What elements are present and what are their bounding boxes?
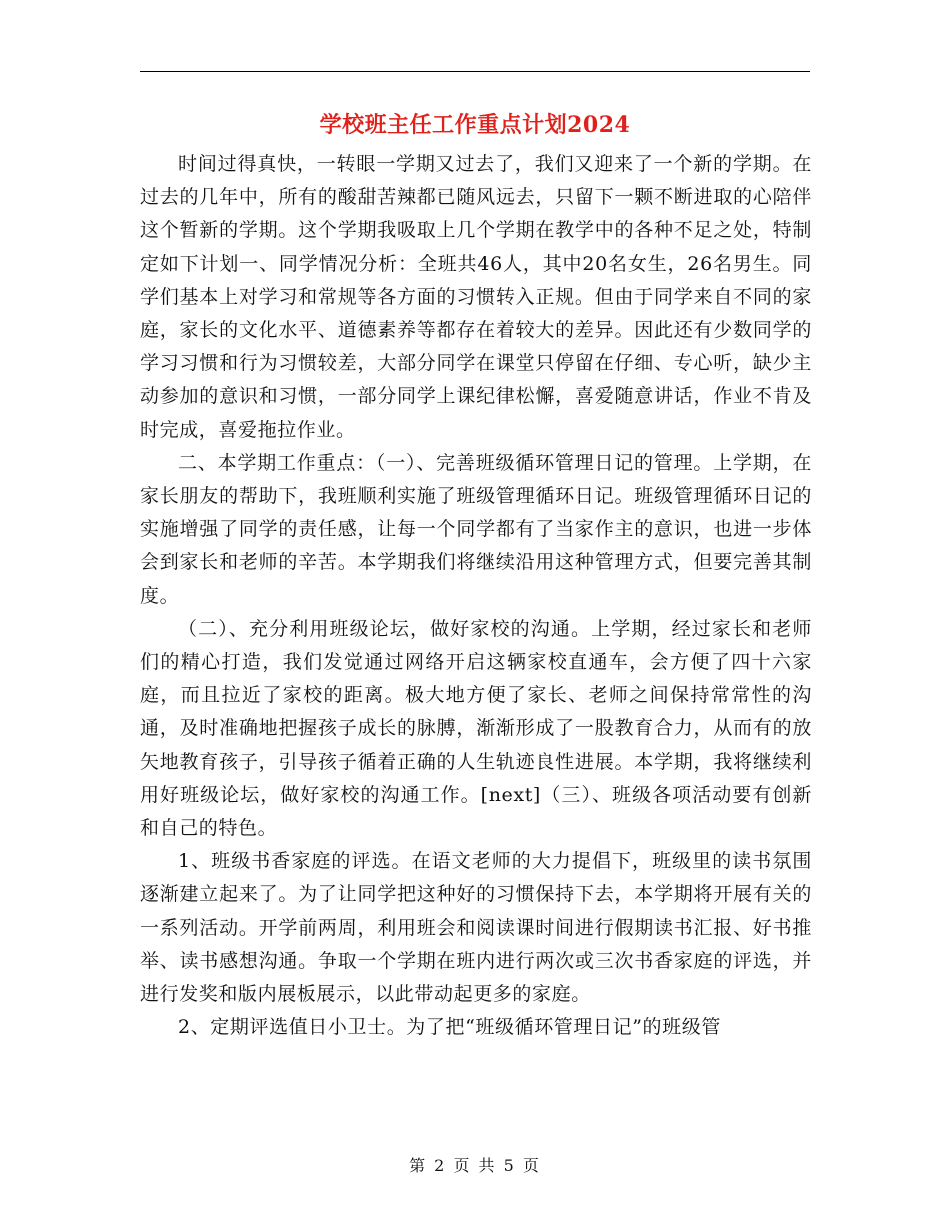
page-number-footer: 第 2 页 共 5 页	[409, 1156, 541, 1175]
header-rule	[140, 71, 810, 72]
document-body	[140, 148, 812, 1044]
body-paragraph-2: 二、本学期工作重点：（一）、完善班级循环管理日记的管理。上学期，在家长朋友的帮助下，我班顺利实施了班级管理循环日记。班级管理循环日记的实施增强了同学的责任感，让每一个同学都有了当家作主的意识，也进一步体会到家长和老师的辛苦。本学期我们将继续沿用这种管理方式，但要完善其制度。	[140, 451, 812, 607]
body-paragraph-4: 1、班级书香家庭的评选。在语文老师的大力提倡下，班级里的读书氛围逐渐建立起来了。为了让同学把这种好的习惯保持下去，本学期将开展有关的一系列活动。开学前两周，利用班会和阅读课时间进行假期读书汇报、好书推举、读书感想沟通。争取一个学期在班内进行两次或三次书香家庭的评选，并进行发奖和版内展板展示，以此带动起更多的家庭。	[140, 850, 812, 1006]
body-paragraph-5: 2、定期评选值日小卫士。为了把“班级循环管理日记”的班级管	[178, 1016, 721, 1039]
body-paragraph-1: 时间过得真快，一转眼一学期又过去了，我们又迎来了一个新的学期。在过去的几年中，所有的酸甜苦辣都已随风远去，只留下一颗不断进取的心陪伴这个暂新的学期。这个学期我吸取上几个学期在教学中的各种不足之处，特制定如下计划一、同学情况分析：全班共46人，其中20名女生，26名男生。同学们基本上对学习和常规等各方面的习惯转入正规。但由于同学来自不同的家庭，家长的文化水平、道德素养等都存在着较大的差异。因此还有少数同学的学习习惯和行为习惯较差，大部分同学在课堂只停留在仔细、专心听，缺少主动参加的意识和习惯，一部分同学上课纪律松懈，喜爱随意讲话，作业不肯及时完成，喜爱拖拉作业。	[140, 153, 812, 441]
document-title: 学校班主任工作重点计划2024	[319, 112, 631, 138]
body-paragraph-3: （二）、充分利用班级论坛，做好家校的沟通。上学期，经过家长和老师们的精心打造，我们发觉通过网络开启这辆家校直通车，会方便了四十六家庭，而且拉近了家校的距离。极大地方便了家长、老师之间保持常常性的沟通，及时准确地把握孩子成长的脉膊，渐渐形成了一股教育合力，从而有的放矢地教育孩子，引导孩子循着正确的人生轨迹良性进展。本学期，我将继续利用好班级论坛，做好家校的沟通工作。[next]（三）、班级各项活动要有创新和自己的特色。	[140, 617, 812, 840]
